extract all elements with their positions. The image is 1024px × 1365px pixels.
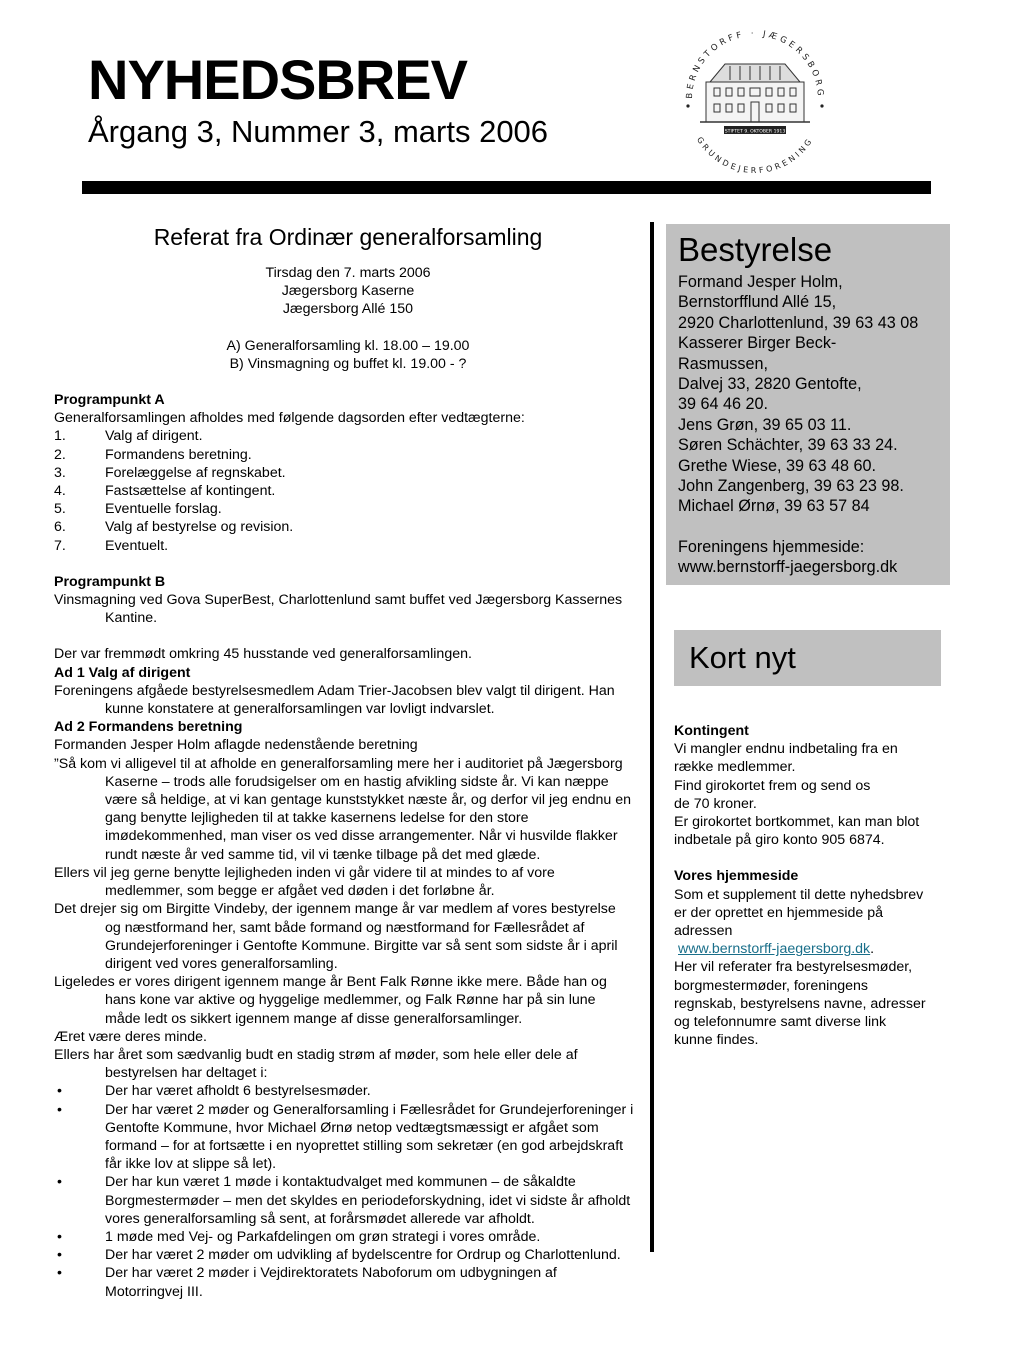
seal-top-text: BERNSTORFF · JÆGERSBORG bbox=[684, 28, 826, 100]
agenda-number: 5. bbox=[54, 501, 66, 518]
news-line: Vi mangler endnu indbetaling fra en bbox=[674, 741, 898, 758]
attendance-text: Der var fremmødt omkring 45 husstande ved generalforsamlingen. bbox=[54, 646, 472, 663]
meeting-address: Jægersborg Allé 150 bbox=[282, 301, 414, 318]
meeting-date: Tirsdag den 7. marts 2006 bbox=[265, 265, 431, 281]
association-seal-logo bbox=[670, 14, 840, 184]
board-line: Grethe Wiese, 39 63 48 60. bbox=[678, 456, 876, 475]
board-line: Formand Jesper Holm, bbox=[678, 273, 843, 291]
news-line: Her vil referater fra bestyrelsesmøder, bbox=[674, 959, 913, 976]
board-info-box bbox=[666, 224, 950, 585]
bullet-icon: • bbox=[57, 1247, 62, 1264]
manor-house-icon bbox=[700, 64, 810, 122]
agenda-item bbox=[54, 482, 634, 500]
board-line: Kasserer Birger Beck- bbox=[678, 334, 837, 353]
agenda-item bbox=[54, 537, 634, 555]
board-line: 39 64 46 20. bbox=[678, 395, 769, 414]
news-line: borgmestermøder, foreningens bbox=[674, 977, 868, 994]
bullet-text: Der har kun været 1 møde i kontaktudvalget med kommunen – de såkaldte Borgmestermøder – men det skyldes en periodeforskydning, idet vi sidste år afholdt vores generalforsamling så sent, at forårsmødet allerede var afholdt. bbox=[105, 1174, 631, 1227]
news-line: de 70 kroner. bbox=[674, 795, 757, 812]
news-heading: Kort nyt bbox=[689, 640, 796, 675]
report-paragraph: Ellers har året som sædvanlig budt en stadig strøm af møder, som hele eller dele af bestyrelsen har deltaget i: bbox=[54, 1046, 578, 1082]
ad1-text: Foreningens afgåede bestyrelsesmedlem Adam Trier-Jacobsen blev valgt til dirigent. Han kunne konstatere at generalforsamlingen var lovligt indvarslet. bbox=[54, 682, 615, 718]
agenda-text: Fastsættelse af kontingent. bbox=[105, 483, 276, 500]
board-line: Bernstorfflund Allé 15, bbox=[678, 293, 837, 312]
ad2-intro: Formanden Jesper Holm aflagde nedenstående beretning bbox=[54, 737, 418, 754]
bullet-icon: • bbox=[57, 1265, 62, 1282]
board-line: Michael Ørnø, 39 63 57 84 bbox=[678, 497, 870, 516]
meetings-list bbox=[54, 1082, 634, 1300]
board-line: Dalvej 33, 2820 Gentofte, bbox=[678, 375, 862, 394]
board-line: Rasmussen, bbox=[678, 354, 768, 373]
agenda-text: Valg af dirigent. bbox=[105, 428, 203, 445]
board-website: www.bernstorff-jaegersborg.dk bbox=[678, 558, 898, 577]
bullet-text: Der har været 2 møder i Vejdirektoratets Naboforum om udbygningen af Motorringvej III. bbox=[105, 1265, 557, 1300]
column-divider bbox=[650, 222, 654, 1252]
board-line: Jens Grøn, 39 65 03 11. bbox=[678, 415, 852, 434]
agenda-number: 3. bbox=[54, 464, 66, 481]
agenda-item bbox=[54, 427, 634, 445]
meeting-bullet bbox=[54, 1173, 634, 1228]
meeting-bullet bbox=[54, 1228, 634, 1246]
website-label: Foreningens hjemmeside: bbox=[678, 537, 865, 556]
agenda-text: Forelæggelse af regnskabet. bbox=[105, 464, 286, 481]
report-paragraph: ”Så kom vi alligevel til at afholde en generalforsamling mere her i auditoriet på Jægersborg Kaserne – trods alle forudsigelser om en hastig afvikling sidste år. Vi kan næppe være så heldige, at vi kan gentage kunststykket næste år, og derfor vil jeg endnu en gang benytte lejligheden til at takke kasernens ledelse for den store imødekommenhed, man viser os ved disse arrangementer. Når vi husvilde flakker rundt næste år ved samme tid, vil vi tænke tilbage på det med glæde. bbox=[54, 755, 632, 863]
news-line: kunne findes. bbox=[674, 1032, 759, 1049]
news-line: regnskab, bestyrelsens navne, adresser bbox=[674, 995, 926, 1012]
seal-founded-text: STIFTET 9. OKTOBER 1913 bbox=[724, 129, 786, 135]
program-b-text: Vinsmagning ved Gova SuperBest, Charlottenlund samt buffet ved Jægersborg Kassernes Kantine. bbox=[54, 592, 623, 627]
main-article bbox=[54, 222, 634, 1301]
meeting-bullet bbox=[54, 1246, 634, 1264]
bullet-icon: • bbox=[57, 1174, 62, 1191]
svg-text:GRUNDEJERFORENING bbox=[695, 135, 815, 175]
kontingent-heading: Kontingent bbox=[674, 723, 749, 739]
report-paragraph: Det drejer sig om Birgitte Vindeby, der igennem mange år var medlem af vores bestyrelse og næstformand her, samt både formand og næstformand for Fællesrådet af Grundejerforeninger i Gentofte Kommune. Birgitte var så sent som sidste år i april dirigent ved vores generalforsamling. bbox=[54, 901, 618, 972]
board-line: John Zangenberg, 39 63 23 98. bbox=[678, 477, 904, 496]
agenda-text: Valg af bestyrelse og revision. bbox=[105, 519, 294, 536]
meeting-bullet bbox=[54, 1082, 634, 1100]
ad2-heading: Ad 2 Formandens beretning bbox=[54, 719, 243, 736]
bullet-icon: • bbox=[57, 1101, 62, 1118]
news-column bbox=[674, 722, 964, 1049]
seal-bottom-text: GRUNDEJERFORENING bbox=[694, 135, 816, 176]
agenda-text: Eventuelt. bbox=[105, 537, 169, 554]
bullet-icon: • bbox=[57, 1228, 62, 1245]
agenda-item bbox=[54, 500, 634, 518]
report-paragraph: Æret være deres minde. bbox=[54, 1028, 207, 1045]
news-line: er der oprettet en hjemmeside på bbox=[674, 904, 883, 921]
news-line: og telefonnumre samt diverse link bbox=[674, 1014, 887, 1031]
news-line: række medlemmer. bbox=[674, 759, 796, 776]
news-line: adressen bbox=[674, 923, 733, 940]
agenda-number: 1. bbox=[54, 428, 66, 445]
agenda-item bbox=[54, 518, 634, 536]
program-b-heading: Programpunkt B bbox=[54, 573, 166, 590]
article-heading: Referat fra Ordinær generalforsamling bbox=[153, 224, 543, 250]
newsletter-title: NYHEDSBREV bbox=[88, 48, 467, 111]
website-link[interactable]: www.bernstorff-jaegersborg.dk bbox=[678, 941, 871, 958]
report-paragraph: Ellers vil jeg gerne benytte lejligheden inden vi går videre til at mindes to af vore medlemmer, som begge er afgået ved døden i det forløbne år. bbox=[54, 864, 555, 900]
agenda-number: 2. bbox=[54, 446, 66, 463]
agenda-number: 4. bbox=[54, 483, 66, 500]
board-line: 2920 Charlottenlund, 39 63 43 08 bbox=[678, 313, 919, 332]
link-period: . bbox=[870, 941, 875, 958]
agenda-list bbox=[54, 427, 634, 554]
header-rule bbox=[82, 181, 931, 194]
board-heading: Bestyrelse bbox=[678, 231, 833, 268]
website-heading: Vores hjemmeside bbox=[674, 868, 799, 885]
agenda-number: 6. bbox=[54, 519, 66, 536]
bullet-text: Der har været afholdt 6 bestyrelsesmøder. bbox=[105, 1083, 371, 1100]
news-line: Find girokortet frem og send os bbox=[674, 777, 871, 794]
agenda-text: Formandens beretning. bbox=[105, 446, 252, 463]
issue-subtitle: Årgang 3, Nummer 3, marts 2006 bbox=[88, 114, 549, 149]
bullet-text: Der har været 2 møder om udvikling af bydelscentre for Ordrup og Charlottenlund. bbox=[105, 1247, 621, 1264]
meeting-bullet bbox=[54, 1264, 634, 1300]
news-line: Er girokortet bortkommet, kan man blot bbox=[674, 814, 920, 831]
bullet-icon: • bbox=[57, 1083, 62, 1100]
news-heading-box bbox=[674, 630, 941, 686]
bullet-text: Der har været 2 møder og Generalforsamling i Fællesrådet for Grundejerforeninger i Gentofte Kommune, hvor Michael Ørnø netop vedtægtsmæssigt er afgået som formand – for at fortsætte i en nyoprettet stilling som sekretær (en god arbejdskraft får ikke lov at slippe så let). bbox=[105, 1101, 634, 1173]
meeting-venue: Jægersborg Kaserne bbox=[281, 283, 415, 300]
news-line: indbetale på giro konto 905 6874. bbox=[674, 832, 885, 849]
agenda-item bbox=[54, 446, 634, 464]
agenda-item bbox=[54, 464, 634, 482]
program-a-intro: Generalforsamlingen afholdes med følgende dagsorden efter vedtægterne: bbox=[54, 410, 525, 427]
ad1-heading: Ad 1 Valg af dirigent bbox=[54, 664, 191, 681]
agenda-text: Eventuelle forslag. bbox=[105, 501, 222, 518]
program-a-time: A) Generalforsamling kl. 18.00 – 19.00 bbox=[226, 337, 470, 354]
program-b-time: B) Vinsmagning og buffet kl. 19.00 - ? bbox=[229, 355, 467, 372]
report-paragraph: Ligeledes er vores dirigent igennem mange år Bent Falk Rønne ikke mere. Både han og hans kone var aktive og hyggelige medlemmer, og Falk Rønne har på sin lune måde ledt os sikkert igennem mange af disse generalforsamlinger. bbox=[54, 974, 607, 1027]
agenda-number: 7. bbox=[54, 537, 66, 554]
meeting-bullet bbox=[54, 1101, 634, 1174]
program-a-heading: Programpunkt A bbox=[54, 392, 165, 409]
bullet-text: 1 møde med Vej- og Parkafdelingen om grøn strategi i vores område. bbox=[105, 1228, 541, 1245]
news-line: Som et supplement til dette nyhedsbrev bbox=[674, 886, 924, 903]
board-line: Søren Schächter, 39 63 33 24. bbox=[678, 436, 898, 455]
